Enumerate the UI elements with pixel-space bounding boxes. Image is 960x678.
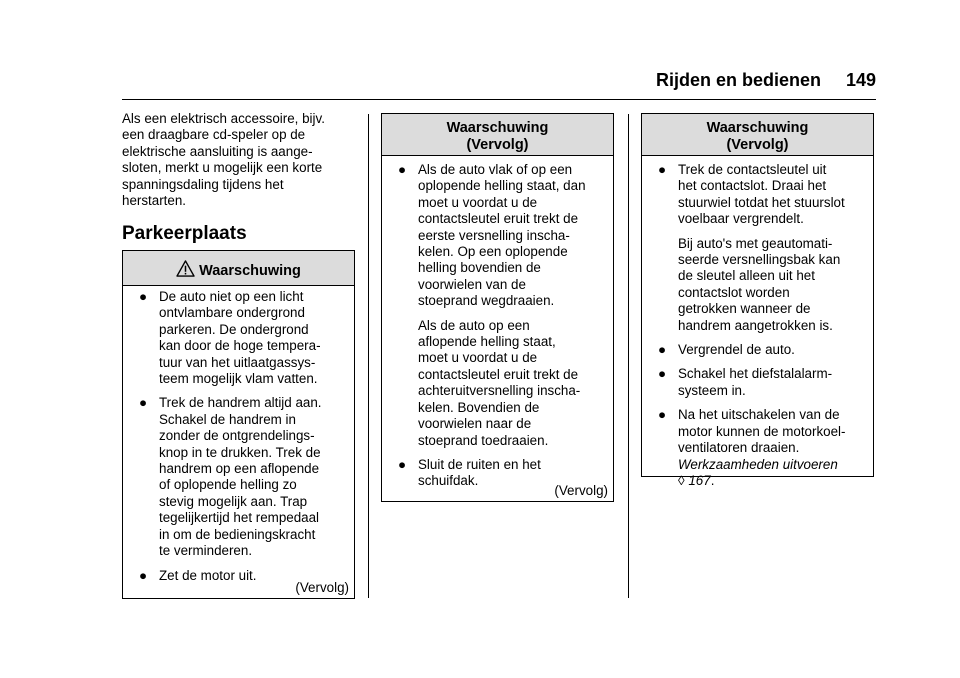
header-rule [122,99,876,100]
warning-box-2 [381,113,614,502]
warning-title: Waarschuwing [446,120,549,136]
text-line: sloten, merkt u mogelijk een korte [122,160,323,176]
column-separator-2 [628,114,629,598]
text-line: Na het uitschakelen van de [678,407,840,423]
text-line: Schakel het diefstalalarm- [678,366,833,382]
text-line: schuifdak. [418,473,479,489]
running-header-title: Rijden en bedienen [656,70,822,90]
bullet: ● [139,567,148,583]
warning-subtitle: (Vervolg) [466,137,529,153]
page-number: 149 [846,70,877,90]
warning-title: Waarschuwing [199,263,301,279]
text-line: helling bovendien de [418,260,541,276]
bullet: ● [658,366,667,382]
text-line: zonder de ontgrendelings- [159,428,315,444]
text-line: stoeprand wegdraaien. [418,293,555,309]
text-line: moet u voordat u de [418,350,538,366]
intro-paragraph [122,111,357,209]
continued-label: (Vervolg) [295,580,349,595]
item-paragraph [418,162,615,310]
text-line: handrem op een aflopende [159,461,320,477]
text-line: aflopende helling staat, [418,334,556,350]
text-line: voorwielen van de [418,276,526,292]
text-line: kelen. Bovendien de [418,399,540,415]
warning-subtitle: (Vervolg) [726,137,789,153]
text-line: kan door de hoge tempera- [159,338,321,354]
text-line: oplopende helling staat, dan [418,178,586,194]
warning-header [123,251,354,286]
text-line: eerste versnelling inscha- [418,227,570,243]
list-item [123,395,356,559]
text-line: Vergrendel de auto. [678,342,795,358]
text-line: te verminderen. [159,543,253,559]
item-paragraph [678,236,875,334]
cross-reference-text[interactable]: Werkzaamheden uitvoeren [678,456,838,472]
bullet: ● [658,342,667,358]
text-line: contactslot worden [678,284,790,300]
warning-header [642,114,873,156]
bullet: ● [398,456,407,472]
text-line: voelbaar vergrendelt. [678,211,804,227]
text-line: Trek de handrem altijd aan. [159,395,322,411]
section-title: Parkeerplaats [122,223,247,245]
column-separator-1 [368,114,369,598]
continued-label: (Vervolg) [554,483,608,498]
text-line: getrokken wanneer de [678,301,811,317]
cross-reference-end: . [710,472,715,488]
list-item [642,162,875,334]
text-line: Bij auto's met geautomati- [678,235,833,251]
text-line: in om de bedieningskracht [159,526,316,542]
text-line: stevig mogelijk aan. Trap [159,493,308,509]
text-line: De auto niet op een licht [159,289,304,304]
list-item [642,366,875,399]
text-line: de sleutel alleen uit het [678,268,815,284]
list-item [642,407,875,489]
bullet: ● [658,407,667,423]
cross-reference-page[interactable]: 167 [688,472,711,488]
text-line: tuur van het uitlaatgassys- [159,354,316,370]
cross-reference[interactable] [678,473,875,489]
text-line: Schakel de handrem in [159,411,296,427]
text-line: parkeren. De ondergrond [159,321,309,337]
warning-triangle-icon [176,260,195,277]
bullet: ● [658,162,667,177]
text-line: het contactslot. Draai het [678,178,827,194]
text-line: Als de auto op een [418,317,530,333]
text-line: herstarten. [122,193,187,209]
text-line: of oplopende helling zo [159,477,297,493]
text-line: tegelijkertijd het rempedaal [159,510,320,526]
text-line: contactsleutel eruit trekt de [418,211,579,227]
text-line: Trek de contactsleutel uit [678,162,827,177]
warning-title: Waarschuwing [706,120,809,136]
text-line: motor kunnen de motorkoel- [678,423,846,439]
text-line: kelen. Op een oplopende [418,244,568,260]
text-line: een draagbare cd-speler op de [122,127,306,143]
list-item [382,162,615,449]
text-line: Sluit de ruiten en het [418,456,541,472]
text-line: knop in te drukken. Trek de [159,444,321,460]
text-line: ontvlambare ondergrond [159,305,305,321]
warning-body [382,162,615,498]
text-line: contactsleutel eruit trekt de [418,366,579,382]
text-line: stoeprand toedraaien. [418,432,549,448]
text-line: spanningsdaling tijdens het [122,176,284,192]
warning-box-1 [122,250,355,599]
text-line: voorwielen naar de [418,416,532,432]
text-line: systeem in. [678,382,746,398]
text-line: teem mogelijk vlam vatten. [159,371,318,387]
warning-body [642,162,875,497]
text-line: Als een elektrisch accessoire, bijv. [122,111,325,126]
text-line: stuurwiel totdat het stuurslot [678,194,845,210]
bullet: ● [139,395,148,411]
column-1 [122,111,357,245]
page-reference-icon: ◊ [678,472,685,488]
text-line: elektrische aansluiting is aange- [122,143,313,159]
text-line: ventilatoren draaien. [678,440,800,456]
warning-box-3 [641,113,874,488]
text-line: handrem aangetrokken is. [678,317,833,333]
bullet: ● [139,289,148,304]
text-line: seerde versnellingsbak kan [678,252,841,268]
bullet: ● [398,162,407,177]
list-item [642,342,875,358]
warning-header [382,114,613,156]
text-line: Als de auto vlak of op een [418,162,573,177]
warning-body [123,289,356,592]
item-paragraph [678,162,875,228]
item-paragraph [418,318,615,449]
text-line: achteruitversnelling inscha- [418,383,581,399]
text-line: moet u voordat u de [418,194,538,210]
text-line: Zet de motor uit. [159,567,257,583]
list-item [123,289,356,387]
